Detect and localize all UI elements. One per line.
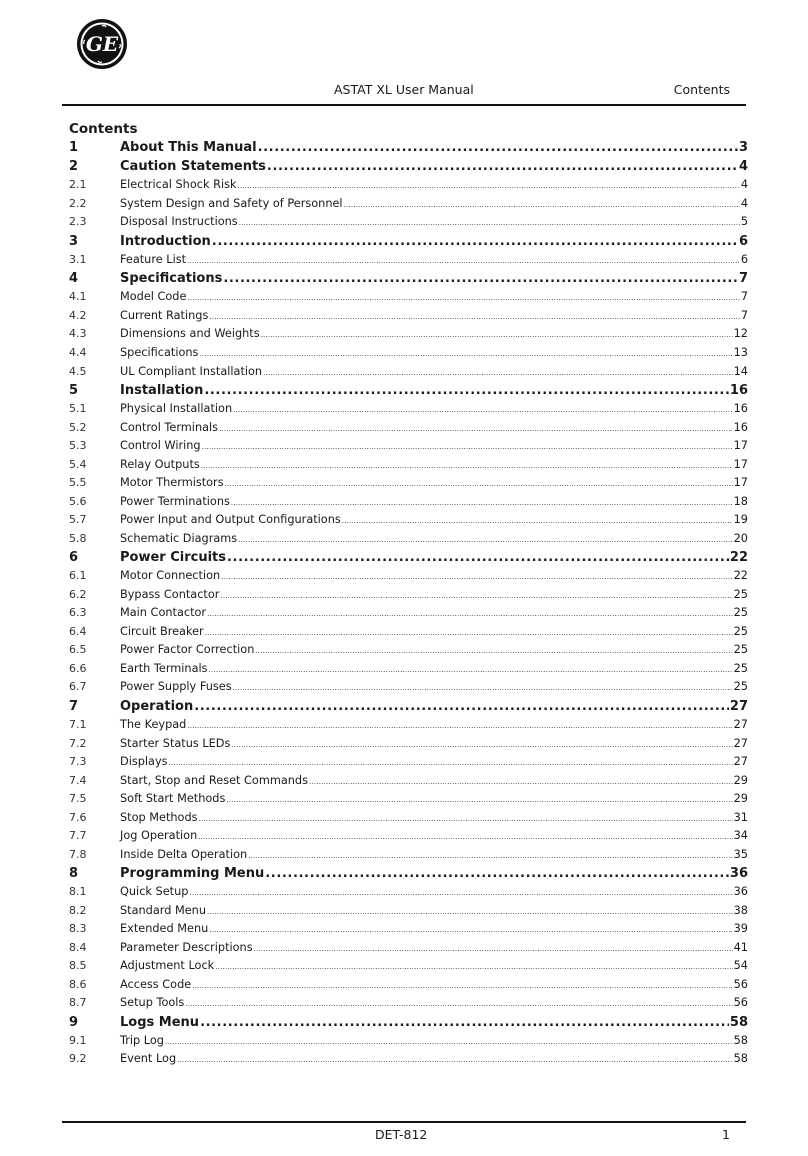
toc-section-entry[interactable] (69, 829, 748, 848)
toc-entry-page: 58 (733, 1052, 748, 1066)
toc-entry-number: 6.7 (69, 680, 87, 694)
toc-leader-dots (263, 365, 733, 378)
toc-chapter-entry[interactable] (69, 1015, 748, 1034)
toc-entry-number: 7.8 (69, 847, 87, 861)
toc-entry-title: Quick Setup (120, 885, 189, 899)
toc-leader-dots (226, 792, 732, 805)
toc-entry-title: Main Contactor (120, 606, 207, 620)
toc-section-entry[interactable] (69, 309, 748, 328)
toc-entry-number: 2.3 (69, 215, 87, 229)
toc-leader-dots (265, 866, 729, 881)
toc-entry-title: Feature List (120, 252, 187, 266)
toc-entry-page: 25 (733, 643, 748, 657)
toc-section-entry[interactable] (69, 625, 748, 644)
toc-entry-title: Soft Start Methods (120, 792, 226, 806)
toc-entry-title: Power Terminations (120, 494, 230, 508)
toc-entry-page: 7 (740, 308, 748, 322)
toc-entry-number: 8.7 (69, 996, 87, 1010)
toc-entry-page: 13 (733, 345, 748, 359)
toc-entry-title: Power Supply Fuses (120, 680, 232, 694)
toc-entry-number: 6.1 (69, 569, 87, 583)
toc-entry-title: UL Compliant Installation (120, 364, 263, 378)
toc-entry-number: 5.8 (69, 531, 87, 545)
toc-leader-dots (204, 383, 729, 398)
toc-leader-dots (199, 811, 733, 824)
toc-leader-dots (207, 606, 733, 619)
toc-entry-title: Control Wiring (120, 439, 201, 453)
toc-entry-page: 22 (729, 550, 748, 566)
toc-entry-page: 29 (733, 773, 748, 787)
toc-entry-page: 12 (733, 327, 748, 341)
toc-leader-dots (185, 996, 732, 1009)
toc-entry-number: 7.4 (69, 773, 87, 787)
toc-entry-number: 5.1 (69, 402, 87, 416)
toc-entry-title: Schematic Diagrams (120, 531, 238, 545)
toc-entry-page: 7 (740, 290, 748, 304)
toc-entry-page: 17 (733, 439, 748, 453)
toc-section-entry[interactable] (69, 178, 748, 197)
toc-leader-dots (205, 625, 733, 638)
toc-entry-number: 3 (69, 233, 79, 249)
toc-entry-title: Relay Outputs (120, 457, 200, 471)
toc-chapter-entry[interactable] (69, 866, 748, 885)
toc-chapter-entry[interactable] (69, 140, 748, 159)
toc-section-entry[interactable] (69, 811, 748, 830)
toc-leader-dots (212, 234, 738, 249)
toc-entry-page: 25 (733, 680, 748, 694)
toc-entry-title: Installation (120, 383, 204, 399)
toc-entry-title: Start, Stop and Reset Commands (120, 773, 308, 787)
toc-entry-number: 7 (69, 698, 79, 714)
toc-section-entry[interactable] (69, 959, 748, 978)
toc-entry-page: 16 (733, 402, 748, 416)
toc-section-entry[interactable] (69, 885, 748, 904)
toc-entry-page: 16 (729, 383, 748, 399)
toc-leader-dots (238, 532, 732, 545)
toc-entry-number: 7.6 (69, 810, 87, 824)
toc-section-entry[interactable] (69, 215, 748, 234)
toc-entry-page: 14 (733, 364, 748, 378)
toc-section-entry[interactable] (69, 253, 748, 272)
toc-entry-title: Setup Tools (120, 996, 185, 1010)
toc-leader-dots (220, 588, 732, 601)
toc-entry-title: Stop Methods (120, 810, 198, 824)
toc-entry-page: 39 (733, 922, 748, 936)
toc-section-entry[interactable] (69, 643, 748, 662)
toc-leader-dots (258, 140, 738, 155)
toc-entry-title: Standard Menu (120, 903, 207, 917)
toc-entry-title: Displays (120, 755, 168, 769)
toc-section-entry[interactable] (69, 458, 748, 477)
toc-leader-dots (199, 346, 732, 359)
toc-entry-number: 5.3 (69, 439, 87, 453)
toc-leader-dots (248, 848, 732, 861)
svg-text:GE: GE (85, 32, 119, 56)
toc-leader-dots (202, 439, 733, 452)
toc-entry-number: 5 (69, 383, 79, 399)
toc-entry-page: 25 (733, 624, 748, 638)
toc-entry-title: Access Code (120, 977, 192, 991)
ge-logo (76, 18, 128, 70)
toc-entry-number: 8.4 (69, 940, 87, 954)
toc-entry-title: Control Terminals (120, 420, 219, 434)
toc-entry-page: 25 (733, 606, 748, 620)
toc-leader-dots (239, 215, 740, 228)
toc-entry-page: 7 (738, 271, 748, 287)
toc-section-entry[interactable] (69, 290, 748, 309)
toc-entry-title: System Design and Safety of Personnel (120, 196, 343, 210)
toc-leader-dots (189, 885, 732, 898)
header-section-name: Contents (673, 82, 730, 97)
toc-leader-dots (187, 253, 740, 266)
toc-entry-page: 56 (733, 977, 748, 991)
toc-section-entry[interactable] (69, 402, 748, 421)
toc-entry-number: 7.3 (69, 755, 87, 769)
toc-entry-title: Power Circuits (120, 550, 226, 566)
toc-section-entry[interactable] (69, 737, 748, 756)
toc-entry-page: 16 (733, 420, 748, 434)
toc-entry-page: 35 (733, 847, 748, 861)
toc-section-entry[interactable] (69, 606, 748, 625)
toc-entry-title: Operation (120, 698, 194, 714)
toc-leader-dots (261, 327, 733, 340)
toc-section-entry[interactable] (69, 365, 748, 384)
toc-leader-dots (238, 178, 740, 191)
toc-section-entry[interactable] (69, 848, 748, 867)
toc-section-entry[interactable] (69, 904, 748, 923)
toc-entry-title: Trip Log (120, 1033, 164, 1047)
toc-section-entry[interactable] (69, 588, 748, 607)
toc-entry-page: 54 (733, 959, 748, 973)
toc-leader-dots (215, 959, 732, 972)
toc-entry-page: 4 (740, 178, 748, 192)
toc-entry-page: 22 (733, 569, 748, 583)
toc-entry-title: Power Input and Output Configurations (120, 513, 341, 527)
toc-entry-number: 9 (69, 1014, 79, 1030)
toc-entry-number: 8.2 (69, 903, 87, 917)
toc-leader-dots (344, 197, 740, 210)
toc-leader-dots (187, 290, 739, 303)
toc-section-entry[interactable] (69, 978, 748, 997)
toc-entry-number: 4.1 (69, 290, 87, 304)
toc-section-entry[interactable] (69, 421, 748, 440)
toc-entry-title: Power Factor Correction (120, 643, 255, 657)
toc-entry-number: 6.2 (69, 587, 87, 601)
toc-leader-dots (198, 829, 732, 842)
toc-leader-dots (221, 569, 732, 582)
toc-entry-page: 38 (733, 903, 748, 917)
ge-monogram-icon (76, 18, 128, 70)
toc-section-entry[interactable] (69, 1034, 748, 1053)
toc-entry-title: Dimensions and Weights (120, 327, 260, 341)
toc-entry-number: 7.5 (69, 792, 87, 806)
toc-section-entry[interactable] (69, 569, 748, 588)
toc-entry-page: 18 (733, 494, 748, 508)
toc-entry-page: 58 (729, 1014, 748, 1030)
toc-entry-page: 25 (733, 587, 748, 601)
toc-leader-dots (231, 737, 732, 750)
toc-section-entry[interactable] (69, 922, 748, 941)
toc-entry-number: 7.1 (69, 718, 87, 732)
toc-entry-title: Circuit Breaker (120, 624, 204, 638)
toc-entry-page: 58 (733, 1033, 748, 1047)
toc-leader-dots (233, 402, 733, 415)
footer-page-number: 1 (722, 1127, 730, 1142)
toc-entry-page: 31 (733, 810, 748, 824)
toc-chapter-entry[interactable] (69, 383, 748, 402)
toc-section-entry[interactable] (69, 532, 748, 551)
header-document-title: ASTAT XL User Manual (334, 82, 474, 97)
toc-entry-number: 8.6 (69, 977, 87, 991)
toc-entry-title: Current Ratings (120, 308, 209, 322)
toc-chapter-entry[interactable] (69, 271, 748, 290)
toc-entry-number: 2.2 (69, 196, 87, 210)
toc-entry-number: 3.1 (69, 252, 87, 266)
toc-leader-dots (342, 513, 733, 526)
toc-entry-title: Motor Thermistors (120, 476, 224, 490)
toc-leader-dots (255, 643, 732, 656)
toc-entry-page: 27 (729, 698, 748, 714)
toc-entry-title: Logs Menu (120, 1014, 200, 1030)
toc-entry-number: 7.7 (69, 829, 87, 843)
toc-entry-title: Introduction (120, 233, 211, 249)
toc-leader-dots (169, 755, 733, 768)
toc-entry-number: 5.6 (69, 494, 87, 508)
toc-section-entry[interactable] (69, 439, 748, 458)
toc-entry-page: 27 (733, 755, 748, 769)
toc-leader-dots (187, 718, 732, 731)
toc-entry-page: 6 (740, 252, 748, 266)
toc-entry-number: 4 (69, 271, 79, 287)
toc-entry-number: 1 (69, 140, 79, 155)
toc-entry-title: Model Code (120, 290, 187, 304)
toc-entry-title: Specifications (120, 271, 223, 287)
toc-section-entry[interactable] (69, 792, 748, 811)
toc-entry-number: 9.1 (69, 1033, 87, 1047)
toc-entry-page: 4 (738, 159, 748, 175)
toc-entry-title: Bypass Contactor (120, 587, 220, 601)
toc-chapter-entry[interactable] (69, 159, 748, 178)
toc-leader-dots (227, 550, 729, 565)
toc-entry-number: 4.4 (69, 345, 87, 359)
toc-entry-title: Extended Menu (120, 922, 209, 936)
toc-entry-title: Programming Menu (120, 866, 265, 882)
toc-entry-number: 6.5 (69, 643, 87, 657)
toc-entry-number: 8 (69, 866, 79, 882)
toc-entry-page: 36 (733, 885, 748, 899)
toc-section-entry[interactable] (69, 755, 748, 774)
toc-entry-title: Caution Statements (120, 159, 266, 175)
toc-chapter-entry[interactable] (69, 234, 748, 253)
toc-entry-page: 4 (740, 196, 748, 210)
toc-entry-title: Adjustment Lock (120, 959, 215, 973)
toc-entry-number: 6.4 (69, 624, 87, 638)
toc-entry-page: 29 (733, 792, 748, 806)
toc-entry-number: 4.2 (69, 308, 87, 322)
toc-entry-page: 20 (733, 531, 748, 545)
toc-section-entry[interactable] (69, 662, 748, 681)
toc-leader-dots (209, 309, 739, 322)
toc-entry-page: 19 (733, 513, 748, 527)
toc-entry-number: 5.7 (69, 513, 87, 527)
toc-leader-dots (233, 680, 733, 693)
toc-section-entry[interactable] (69, 718, 748, 737)
toc-leader-dots (177, 1052, 732, 1065)
toc-entry-number: 8.3 (69, 922, 87, 936)
toc-entry-page: 27 (733, 736, 748, 750)
table-of-contents (69, 140, 748, 1071)
toc-chapter-entry[interactable] (69, 550, 748, 569)
toc-section-entry[interactable] (69, 346, 748, 365)
toc-section-entry[interactable] (69, 495, 748, 514)
toc-entry-title: The Keypad (120, 718, 187, 732)
toc-leader-dots (219, 421, 733, 434)
toc-section-entry[interactable] (69, 327, 748, 346)
toc-entry-page: 6 (738, 233, 748, 249)
toc-leader-dots (225, 476, 733, 489)
toc-leader-dots (201, 458, 733, 471)
toc-entry-title: Disposal Instructions (120, 215, 238, 229)
toc-entry-number: 6.3 (69, 606, 87, 620)
toc-entry-number: 5.2 (69, 420, 87, 434)
toc-entry-page: 56 (733, 996, 748, 1010)
toc-entry-number: 5.5 (69, 476, 87, 490)
toc-leader-dots (200, 1015, 729, 1030)
toc-entry-title: Jog Operation (120, 829, 198, 843)
toc-section-entry[interactable] (69, 513, 748, 532)
toc-entry-page: 36 (729, 866, 748, 882)
toc-entry-number: 4.5 (69, 364, 87, 378)
toc-entry-title: Electrical Shock Risk (120, 178, 237, 192)
toc-section-entry[interactable] (69, 476, 748, 495)
toc-leader-dots (165, 1034, 733, 1047)
toc-entry-page: 17 (733, 457, 748, 471)
toc-entry-number: 5.4 (69, 457, 87, 471)
toc-entry-title: Event Log (120, 1052, 177, 1066)
toc-entry-number: 2 (69, 159, 79, 175)
footer-document-number: DET-812 (375, 1127, 428, 1142)
toc-entry-number: 4.3 (69, 327, 87, 341)
toc-entry-number: 6 (69, 550, 79, 566)
toc-entry-title: Specifications (120, 345, 199, 359)
toc-section-entry[interactable] (69, 1052, 748, 1071)
toc-entry-title: Inside Delta Operation (120, 847, 248, 861)
toc-entry-page: 34 (733, 829, 748, 843)
toc-entry-number: 7.2 (69, 736, 87, 750)
toc-section-entry[interactable] (69, 197, 748, 216)
toc-leader-dots (254, 941, 733, 954)
toc-leader-dots (267, 159, 738, 174)
toc-entry-title: Physical Installation (120, 402, 233, 416)
toc-entry-title: About This Manual (120, 140, 257, 155)
toc-section-entry[interactable] (69, 941, 748, 960)
toc-leader-dots (194, 699, 729, 714)
toc-entry-number: 8.5 (69, 959, 87, 973)
toc-section-entry[interactable] (69, 774, 748, 793)
toc-entry-title: Earth Terminals (120, 661, 208, 675)
toc-section-entry[interactable] (69, 996, 748, 1015)
toc-heading: Contents (69, 121, 138, 137)
header-divider (62, 104, 746, 106)
toc-entry-number: 2.1 (69, 178, 87, 192)
toc-leader-dots (309, 774, 733, 787)
toc-entry-number: 6.6 (69, 661, 87, 675)
toc-entry-page: 25 (733, 661, 748, 675)
toc-entry-title: Starter Status LEDs (120, 736, 231, 750)
toc-leader-dots (231, 495, 733, 508)
toc-entry-number: 8.1 (69, 885, 87, 899)
toc-entry-title: Motor Connection (120, 569, 221, 583)
toc-entry-page: 41 (733, 940, 748, 954)
toc-chapter-entry[interactable] (69, 699, 748, 718)
toc-leader-dots (209, 922, 732, 935)
toc-leader-dots (209, 662, 733, 675)
toc-entry-page: 17 (733, 476, 748, 490)
toc-entry-number: 9.2 (69, 1052, 87, 1066)
toc-section-entry[interactable] (69, 680, 748, 699)
toc-entry-page: 3 (738, 140, 748, 155)
toc-leader-dots (223, 271, 738, 286)
toc-leader-dots (192, 978, 732, 991)
toc-entry-page: 5 (740, 215, 748, 229)
toc-entry-title: Parameter Descriptions (120, 940, 253, 954)
footer-divider (62, 1121, 746, 1123)
toc-entry-page: 27 (733, 718, 748, 732)
toc-leader-dots (207, 904, 733, 917)
